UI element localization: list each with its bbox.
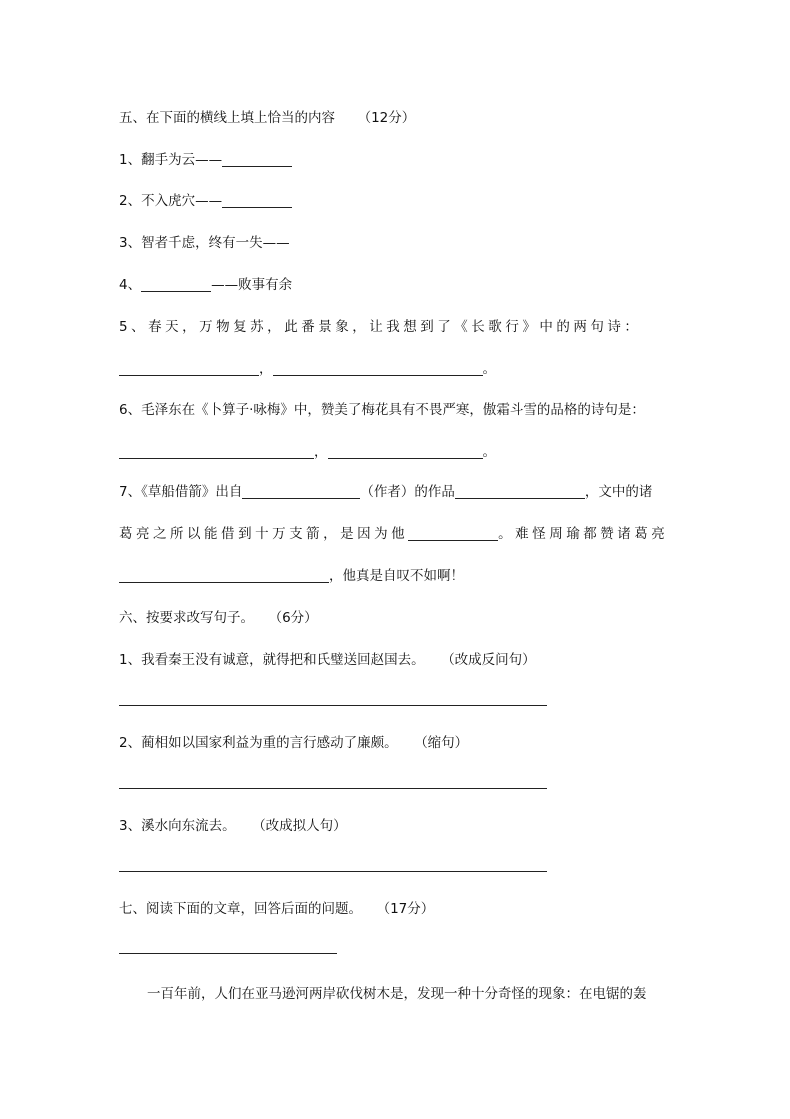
s5-q6-text: 6、毛泽东在《卜算子·咏梅》中，赞美了梅花具有不畏严寒，傲霜斗雪的品格的诗句是：: [119, 402, 645, 418]
section5-title: 五、在下面的横线上填上恰当的内容: [119, 110, 335, 126]
s5-q5-blank-2[interactable]: [273, 361, 483, 376]
section7-score: （17分）: [376, 901, 435, 917]
s5-q3-text: 3、智者千虑，终有一失——: [119, 235, 290, 251]
s5-q7-part2: （作者）的作品: [360, 484, 455, 500]
s5-question-5: [119, 318, 641, 336]
s6-question-3: [119, 817, 347, 835]
s5-question-1: [119, 151, 292, 169]
s5-q1-text: 1、翻手为云——: [119, 152, 223, 168]
s5-question-4: [119, 276, 292, 294]
s5-q5-answer-line: [119, 360, 496, 378]
s5-question-2: [119, 192, 292, 210]
s7-passage: 一百年前，人们在亚马逊河两岸砍伐树木是，发现一种十分奇怪的现象：在电锯的轰: [147, 986, 647, 1002]
s5-q7-line-3: [119, 567, 464, 585]
s5-q7-blank-praise[interactable]: [119, 568, 329, 583]
section6-heading: [119, 609, 318, 627]
s5-q6-comma: ，: [314, 444, 328, 460]
s5-q5-period: 。: [482, 361, 496, 377]
s7-title-blank[interactable]: [119, 953, 337, 954]
s5-question-7: [119, 483, 652, 501]
section7-title: 七、阅读下面的文章，回答后面的问题。: [119, 901, 362, 917]
s5-q7-part3: ，文中的诸: [584, 484, 653, 500]
s5-q4-suffix: ——败事有余: [211, 277, 293, 293]
s6-q3-note: （改成拟人句）: [252, 818, 347, 834]
s6-q1-note: （改成反问句）: [441, 652, 536, 668]
s6-q3-text: 3、溪水向东流去。: [119, 818, 236, 834]
section5-score: （12分）: [357, 110, 416, 126]
s5-q6-blank-1[interactable]: [119, 444, 314, 459]
s6-q2-note: （缩句）: [414, 735, 469, 751]
s6-q2-answer-line[interactable]: [119, 788, 547, 789]
s6-question-1: [119, 651, 536, 669]
s5-q7-blank-reason[interactable]: [408, 526, 498, 541]
s5-q5-text: 5、春天，万物复苏，此番景象，让我想到了《长歌行》中的两句诗：: [119, 319, 642, 335]
section6-title: 六、按要求改写句子。: [119, 610, 254, 626]
s5-q7-part4: 葛亮之所以能借到十万支箭，是因为他: [119, 526, 409, 542]
s5-q6-blank-2[interactable]: [328, 444, 483, 459]
s6-q2-text: 2、蔺相如以国家利益为重的言行感动了廉颇。: [119, 735, 398, 751]
s5-question-6: [119, 401, 645, 419]
s6-q3-answer-line[interactable]: [119, 871, 547, 872]
s5-q7-part5: 。难怪周瑜都赞诸葛亮: [498, 526, 669, 542]
s5-question-3: [119, 234, 290, 252]
s5-q7-line-2: [119, 525, 668, 543]
s5-q7-blank-work[interactable]: [455, 484, 585, 499]
s5-q2-blank[interactable]: [222, 193, 292, 208]
section6-score: （6分）: [268, 610, 318, 626]
s6-q1-text: 1、我看秦王没有诚意，就得把和氏璧送回赵国去。: [119, 652, 425, 668]
s6-q1-answer-line[interactable]: [119, 705, 547, 706]
s5-q7-part1: 7、《草船借箭》出自: [119, 484, 243, 500]
s5-q7-blank-author[interactable]: [242, 484, 360, 499]
s5-q5-comma: ，: [259, 361, 273, 377]
s5-q2-text: 2、不入虎穴——: [119, 193, 223, 209]
section5-heading: [119, 109, 415, 127]
s5-q7-part6: ，他真是自叹不如啊！: [329, 568, 464, 584]
s5-q4-prefix: 4、: [119, 277, 142, 293]
section7-heading: [119, 900, 434, 918]
s6-question-2: [119, 734, 468, 752]
s5-q6-answer-line: [119, 443, 496, 461]
s5-q6-period: 。: [482, 444, 496, 460]
s5-q4-blank[interactable]: [141, 277, 211, 292]
s5-q1-blank[interactable]: [222, 152, 292, 167]
s5-q5-blank-1[interactable]: [119, 361, 259, 376]
